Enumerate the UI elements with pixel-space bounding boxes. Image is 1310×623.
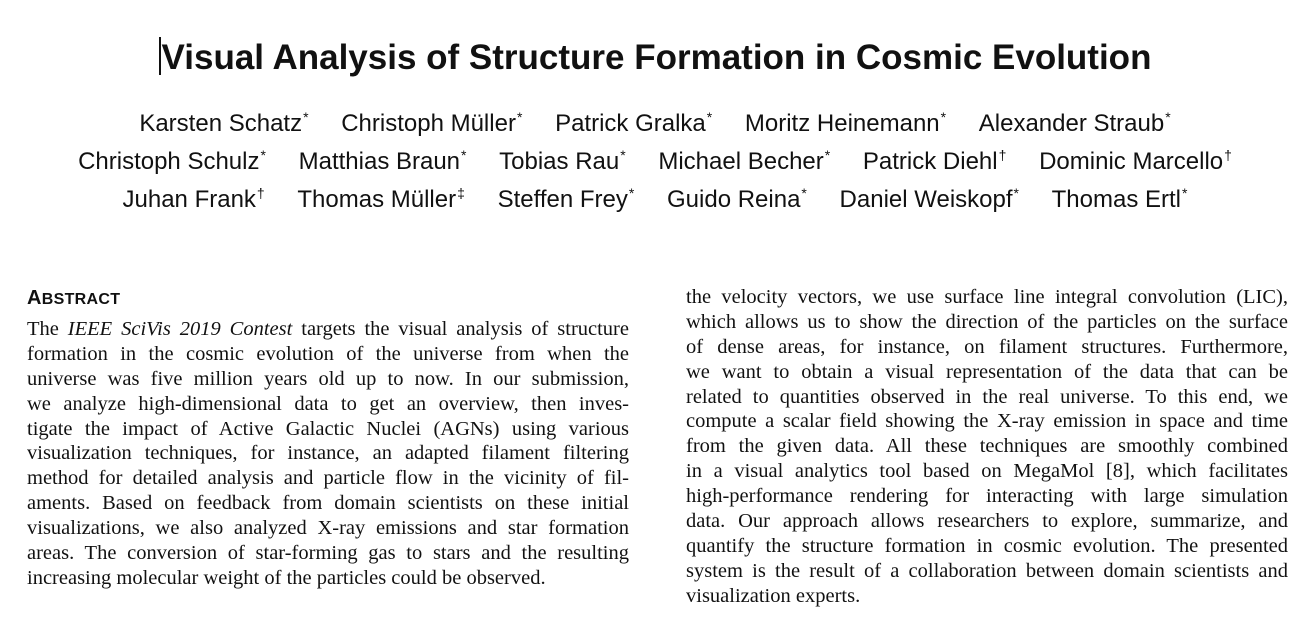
paper-title [0,36,1310,80]
affiliation-mark: * [1013,185,1019,201]
author-row-3 [0,174,1310,212]
abstract-line: the velocity vectors, we use surface line integral convolution (LIC), [686,286,1288,308]
abstract-line: from the given data. All these techniques are smoothly combined [686,435,1288,458]
paper-title-text: Visual Analysis of Structure Formation in Cosmic Evolution [161,38,1152,77]
author: Thomas Müller‡ [297,185,465,213]
author: Christoph Schulz* [78,147,266,175]
author: Tobias Rau* [499,147,626,175]
contest-name: IEEE SciVis 2019 Contest [67,318,293,340]
affiliation-mark: * [303,109,309,125]
affiliation-mark: * [1165,109,1171,125]
abstract-line: quantify the structure formation in cosmic evolution. The presented [686,534,1288,557]
author: Guido Reina* [667,185,807,213]
abstract-line: increasing molecular weight of the particles could be observed. [27,566,546,589]
affiliation-mark: * [516,109,523,125]
author-list [0,98,1310,212]
abstract-line: high-performance rendering for interacting with large simulation [686,485,1288,508]
author: Daniel Weiskopf* [839,185,1019,213]
author: Moritz Heinemann* [744,109,947,137]
author: Matthias Braun* [298,147,467,175]
affiliation-mark: † [1224,147,1232,163]
abstract-right-column [686,285,1288,609]
abstract-line: we analyze high-dimensional data to get an overview, then inves- [27,392,629,415]
affiliation-mark: ‡ [457,185,465,201]
abstract-line: system is the result of a collaboration between domain scientists and [686,559,1288,582]
author: Patrick Gralka* [555,109,713,137]
author: Thomas Ertl* [1051,185,1188,213]
abstract-line: of dense areas, for instance, on filament structures. Furthermore, [686,335,1288,358]
author: Juhan Frank† [122,185,265,213]
abstract-line: visualization techniques, for instance, an adapted filament filtering [27,442,629,465]
abstract-line: universe was five million years old up to now. In our submission, [27,367,629,390]
affiliation-mark: * [706,109,713,125]
abstract-line: visualizations, we also analyzed X-ray emissions and star formation [27,517,629,540]
author: Christoph Müller* [341,109,523,137]
affiliation-mark: * [824,147,831,163]
author: Dominic Marcello† [1039,147,1232,175]
affiliation-mark: † [998,147,1007,163]
affiliation-mark: * [801,185,807,201]
abstract-line: compute a scalar field showing the X-ray emission in space and time [686,410,1288,433]
abstract-line: The IEEE SciVis 2019 Contest targets the visual analysis of structure [27,318,629,340]
affiliation-mark: * [620,147,626,163]
author: Karsten Schatz* [139,109,309,137]
author: Michael Becher* [658,147,831,175]
abstract-line: tigate the impact of Active Galactic Nuclei (AGNs) using various [27,417,629,440]
abstract-line: data. Our approach allows researchers to explore, summarize, and [686,510,1288,533]
abstract-line: which allows us to show the direction of the particles on the surface [686,310,1288,333]
author-row-1 [0,98,1310,136]
abstract-left-column [27,317,629,591]
author: Alexander Straub* [978,109,1171,137]
affiliation-mark: * [628,185,635,201]
abstract-line: in a visual analytics tool based on MegaMol [8], which facilitates [686,460,1288,483]
abstract-line: visualization experts. [686,584,861,607]
abstract-line: areas. The conversion of star-forming gas to stars and the resulting [27,542,629,565]
author: Steffen Frey* [497,185,635,213]
affiliation-mark: * [461,147,467,163]
abstract-line: related to quantities observed in the real universe. To this end, we [686,385,1288,408]
abstract-heading: ABSTRACT [27,287,121,309]
abstract-line: we want to obtain a visual representation of the data that can be [686,360,1288,383]
affiliation-mark: * [260,147,266,163]
abstract-line: method for detailed analysis and particle flow in the vicinity of fil- [27,467,629,490]
text-cursor [159,37,161,75]
author: Patrick Diehl† [862,147,1007,175]
author-row-2 [0,136,1310,174]
affiliation-mark: † [256,185,265,201]
abstract-line: formation in the cosmic evolution of the universe from when the [27,342,629,365]
affiliation-mark: * [940,109,947,125]
affiliation-mark: * [1182,185,1188,201]
abstract-line: aments. Based on feedback from domain scientists on these initial [27,492,629,515]
